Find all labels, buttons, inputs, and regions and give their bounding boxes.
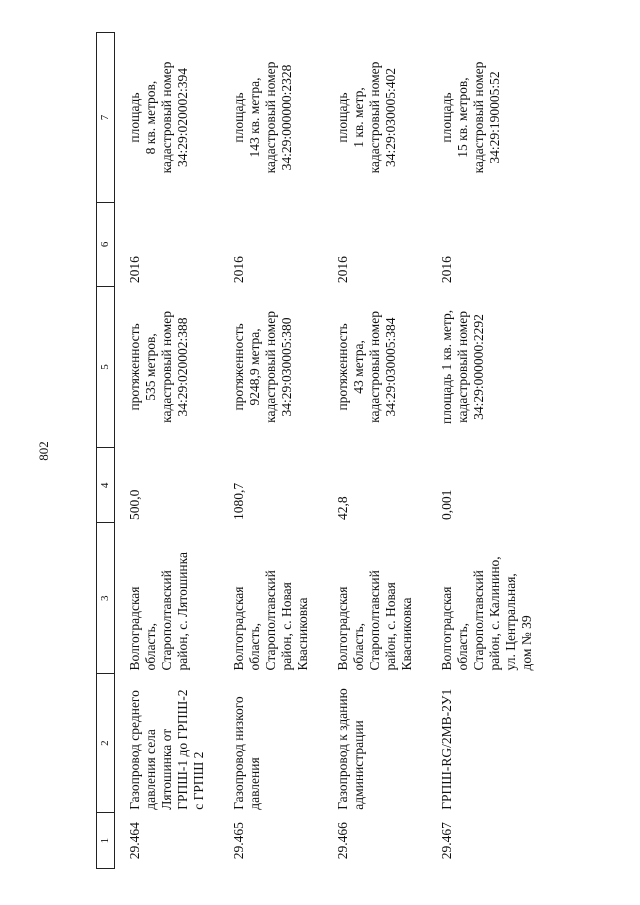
address-line: Волгоградская [335, 586, 350, 671]
name-line: давления [246, 757, 262, 810]
address-cell [115, 523, 220, 673]
object-name-cell [219, 673, 323, 812]
note-line: кадастровый номер [158, 61, 174, 174]
row-number-cell [323, 813, 427, 869]
characteristics-line: 34:29:020002:388 [174, 317, 190, 417]
note-cell [115, 33, 220, 203]
name-line: Газопровод к зданию [335, 688, 350, 810]
object-name-cell [115, 673, 220, 812]
value-text: 500,0 [127, 489, 142, 520]
column-number-header: 6 [97, 203, 115, 287]
note-line: 34:29:030005:402 [382, 68, 398, 168]
name-line: давления села [142, 729, 158, 810]
row-number-cell [115, 813, 220, 869]
address-line: Старополтавский [366, 570, 382, 671]
column-number-header: 7 [97, 33, 115, 203]
note-line: 8 кв. метров, [142, 80, 158, 155]
name-line: ГРПШ-RG/2МВ-2У1 [439, 688, 454, 810]
num-text: 29.464 [127, 822, 142, 860]
address-cell [427, 523, 539, 673]
value-cell [323, 448, 427, 523]
characteristics-line: кадастровый номер [158, 311, 174, 423]
address-line: Волгоградская [231, 586, 246, 671]
characteristics-cell [115, 286, 220, 448]
note-line: 34:29:000000:2328 [278, 64, 294, 171]
address-line: Волгоградская [127, 586, 142, 671]
note-line: кадастровый номер [366, 61, 382, 174]
address-line: Старополтавский [470, 570, 486, 671]
note-cell [323, 33, 427, 203]
row-number-cell [219, 813, 323, 869]
note-line: 15 кв. метров, [454, 77, 470, 158]
note-line: 143 кв. метра, [246, 77, 262, 158]
table-body [115, 33, 539, 869]
characteristics-line: протяженность [127, 323, 142, 411]
characteristics-line: протяженность [231, 323, 246, 411]
address-line: район, с. Лятошинка [174, 551, 190, 671]
note-line: 34:29:020002:394 [174, 68, 190, 168]
value-cell [115, 448, 220, 523]
year-text: 2016 [127, 256, 142, 284]
address-line: район, с. Новая [278, 582, 294, 671]
year-cell [427, 203, 539, 287]
column-number-header: 3 [97, 523, 115, 673]
address-line: район, с. Калинино, [486, 556, 502, 671]
characteristics-line: протяженность [335, 323, 350, 411]
year-cell [115, 203, 220, 287]
value-text: 0,001 [439, 489, 454, 520]
address-line: ул. Центральная, [502, 573, 518, 671]
characteristics-line: 34:29:030005:380 [278, 317, 294, 417]
address-line: Квасниковка [398, 597, 414, 671]
num-text: 29.465 [231, 822, 246, 860]
characteristics-line: 43 метра, [350, 340, 366, 394]
page-number: 802 [36, 441, 51, 461]
num-text: 29.467 [439, 822, 454, 860]
characteristics-cell [427, 286, 539, 448]
value-text: 1080,7 [231, 482, 246, 520]
note-line: площадь [439, 92, 454, 143]
name-line: с ГРПШ 2 [190, 751, 206, 810]
address-line: область, [454, 623, 470, 671]
table-row [323, 33, 427, 869]
note-line: кадастровый номер [262, 61, 278, 174]
address-line: Квасниковка [294, 597, 310, 671]
characteristics-line: кадастровый номер [262, 311, 278, 423]
characteristics-line: 9248,9 метра, [246, 328, 262, 406]
column-number-header-row [97, 33, 115, 869]
address-line: Старополтавский [158, 570, 174, 671]
note-cell [427, 33, 539, 203]
value-cell [427, 448, 539, 523]
name-line: ГРПШ-1 до ГРПШ-2 [174, 689, 190, 810]
num-text: 29.466 [335, 822, 350, 860]
column-number-header: 1 [97, 813, 115, 869]
object-name-cell [427, 673, 539, 812]
name-line: Лятошинка от [158, 728, 174, 810]
address-line: область, [246, 623, 262, 671]
object-name-cell [323, 673, 427, 812]
note-line: площадь [127, 92, 142, 143]
note-line: 1 кв. метр, [350, 87, 366, 148]
characteristics-line: площадь 1 кв. метр, [439, 309, 454, 424]
characteristics-cell [219, 286, 323, 448]
property-register-table [96, 32, 539, 869]
name-line: администрации [350, 720, 366, 810]
address-line: дом № 39 [518, 615, 534, 671]
row-number-cell [427, 813, 539, 869]
column-number-header: 5 [97, 286, 115, 448]
address-line: Старополтавский [262, 570, 278, 671]
year-cell [323, 203, 427, 287]
year-cell [219, 203, 323, 287]
address-line: Волгоградская [439, 586, 454, 671]
note-line: 34:29:190005:52 [486, 71, 502, 164]
address-cell [219, 523, 323, 673]
table-row [427, 33, 539, 869]
table-row [219, 33, 323, 869]
column-number-header: 2 [97, 673, 115, 812]
year-text: 2016 [439, 256, 454, 284]
rotated-table-container [96, 32, 534, 869]
characteristics-line: кадастровый номер [366, 311, 382, 423]
address-line: область, [350, 623, 366, 671]
table-row [115, 33, 220, 869]
characteristics-line: 34:29:000000:2292 [470, 314, 486, 420]
note-line: площадь [231, 92, 246, 143]
characteristics-line: 34:29:030005:384 [382, 317, 398, 417]
column-number-header: 4 [97, 448, 115, 523]
note-line: площадь [335, 92, 350, 143]
address-line: район, с. Новая [382, 582, 398, 671]
note-cell [219, 33, 323, 203]
name-line: Газопровод низкого [231, 696, 246, 810]
year-text: 2016 [231, 256, 246, 284]
value-text: 42,8 [335, 496, 350, 520]
characteristics-cell [323, 286, 427, 448]
address-line: область, [142, 623, 158, 671]
characteristics-line: 535 метров, [142, 333, 158, 401]
name-line: Газопровод среднего [127, 690, 142, 810]
address-cell [323, 523, 427, 673]
year-text: 2016 [335, 256, 350, 284]
characteristics-line: кадастровый номер [454, 311, 470, 423]
value-cell [219, 448, 323, 523]
note-line: кадастровый номер [470, 61, 486, 174]
